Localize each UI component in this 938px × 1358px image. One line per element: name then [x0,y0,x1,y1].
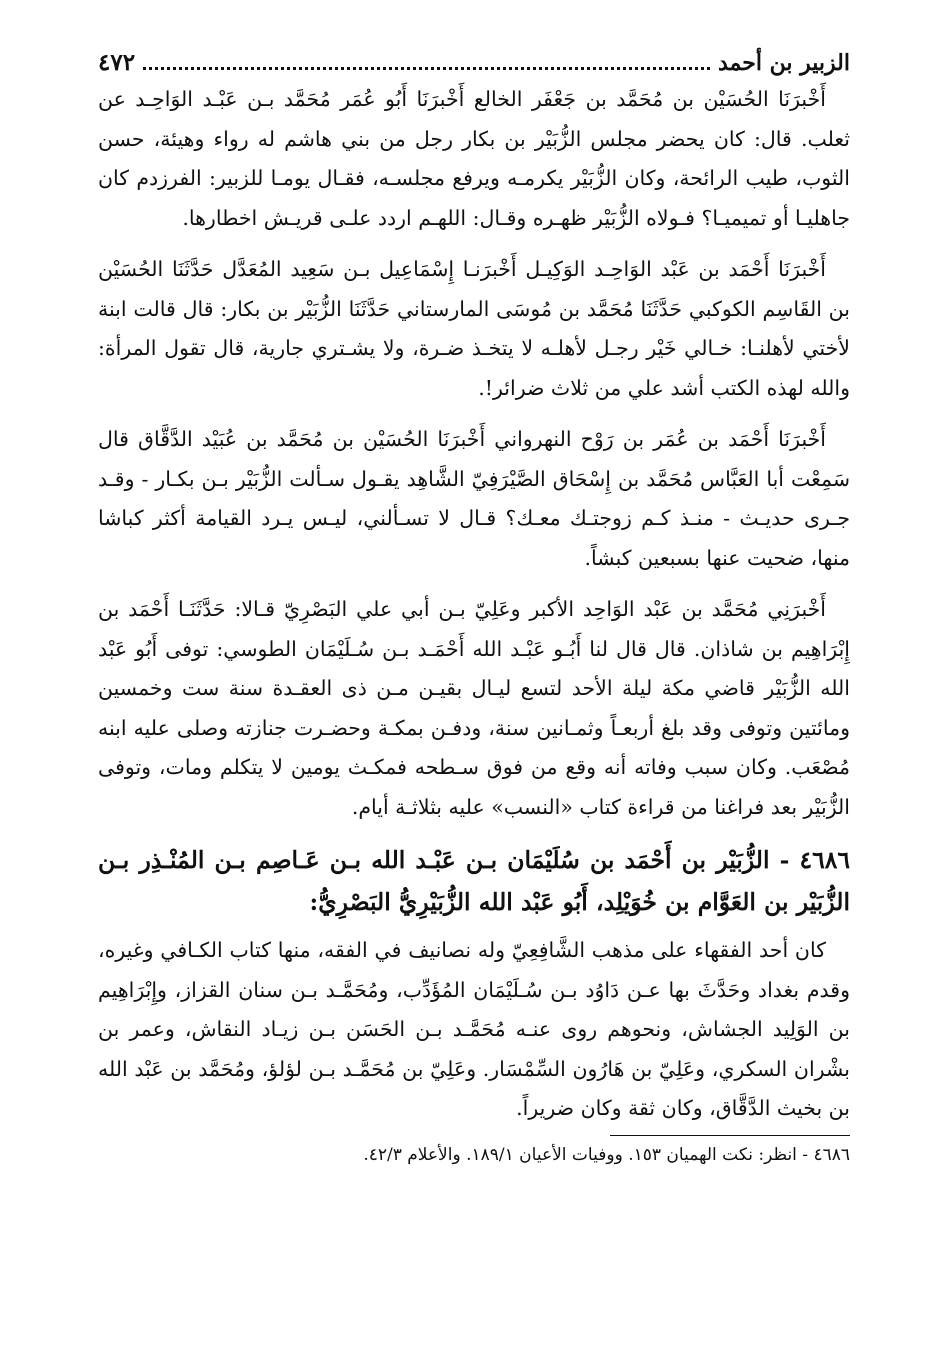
footnote-divider [610,1135,850,1136]
entry-biography: كان أحد الفقهاء على مذهب الشَّافِعِيّ وله نصانيف في الفقه، منها كتاب الكـافي وغيره، وقدم بغداد وحَدَّثَ بها عـن دَاوُد بـن سُـلَيْمَان المُؤَدِّب، ومُحَمَّـد بـن سنان القزاز، وإِبْرَاهِيم بن الوَلِيد الجشاش، ونحوهم روى عنـه مُحَمَّـد بـن الحَسَن بـن زيـاد النقاش، وعمر بن بشْران السكري، وعَلِيّ بن هَارُون السِّمْسَار. وعَلِيّ بن مُحَمَّـد بـن لؤلؤ، ومُحَمَّد بن عَبْد الله بن بخيث الدَّقَّاق، وكان ثقة وكان ضريراً. [98,938,850,1120]
narration-paragraph: أَخْبرَنَا أَحْمَد بن عَبْد الوَاحِـد الوَكِيـل أَخْبرَنـا إِسْمَاعِيل بـن سَعِيد المُعَدَّل حَدَّثَنَا الحُسَيْن بن القَاسِم الكوكبي حَدَّثَنَا مُحَمَّد بن مُوسَى المارستاني حَدَّثَنَا الزُّبَيْر بن بكار: قال قالت ابنة لأختي لأهلنـا: خـالي خَيْر رجـل لأهلـه لا يتخـذ ضـرة، ولا يشـتري جارية، قال تقول المرأة: والله لهذه الكتب أشد علي من ثلاث ضرائر!. [98,257,850,400]
entry-heading: ٤٦٨٦ - الزُّبَيْر بن أَحْمَد بن سُلَيْمَان بـن عَبْـد الله بـن عَـاصِم بـن المُنْـذِر بـن الزُّبَيْر بن العَوَّام بن خُوَيْلِد، أَبُو عَبْد الله الزُّبَيْرِيُّ البَصْرِيُّ: [98,846,850,916]
running-title: الزبير بن أحمد [717,50,850,76]
narration-paragraph: أَخْبرَنَا أَحْمَد بن عُمَر بن رَوْح النهرواني أَخْبرَنَا الحُسَيْن بن مُحَمَّد بن عُبَيْد الدَّقَّاق قال سَمِعْت أبا العَبَّاس مُحَمَّد بن إِسْحَاق الصَّيْرَفِيّ الشَّاهِد يقـول سـألت الزُّبَيْر بـن بكـار - وقـد جـرى حديـث - منـذ كـم زوجتـك معـك؟ قـال لا تسـألني، ليـس يـرد القيامة أكثر كباشا منها، ضحيت عنها بسبعين كبشاً. [98,427,850,570]
narration-paragraph: أَخْبرَنَا الحُسَيْن بن مُحَمَّد بن جَعْفَر الخالع أَخْبرَنَا أَبُو عُمَر مُحَمَّد بـن عَبْـد الوَاحِـد عن ثعلب. قال: كان يحضر مجلس الزُّبَيْر بن بكار رجل من بني هاشم له رواء وهيئة، حسن الثوب، طيب الرائحة، وكان الزُّبَيْر يكرمـه ويرفع مجلسـه، فقـال يومـا للزبير: الفرزدم كان جاهليـا أو تميميـا؟ فـولاه الزُّبَيْر ظهـره وقـال: اللهـم اردد علـى قريـش اخطارها. [98,87,850,230]
footnote: ٤٦٨٦ - انظر: نكت الهميان ١٥٣. ووفيات الأعيان ١٨٩/١. والأعلام ٤٢/٣. [363,1144,850,1165]
page-number: ٤٧٢ [98,49,136,76]
header-dotted-leader [143,67,710,70]
running-header [98,34,850,74]
narration-paragraph: أَخْبرَنِي مُحَمَّد بن عَبْد الوَاحِد الأكبر وعَلِيّ بـن أبي علي البَصْرِيّ قـالا: حَدَّثَنَـا أَحْمَد بن إِبْرَاهِيم بن شاذان. قال قال لنا أَبُـو عَبْـد الله أَحْمَـد بـن سُـلَيْمَان الطوسي: توفى أَبُو عَبْد الله الزُّبَيْر قاضي مكة ليلة الأحد لتسع ليـال بقيـن مـن ذى العقـدة سنة ست وخمسين ومائتين وتوفى وقد بلغ أربعـاً وثمـانين سنة، ودفـن بمكـة وحضـرت جنازته وصلى عليه ابنه مُصْعَب. وكان سبب وفاته أنه وقع من فوق سـطحه فمكـث يومين لا يتكلم ومات، وتوفى الزُّبَيْر بعد فراغنا من قراءة كتاب «النسب» عليه بثلاثـة أيام. [98,597,850,819]
